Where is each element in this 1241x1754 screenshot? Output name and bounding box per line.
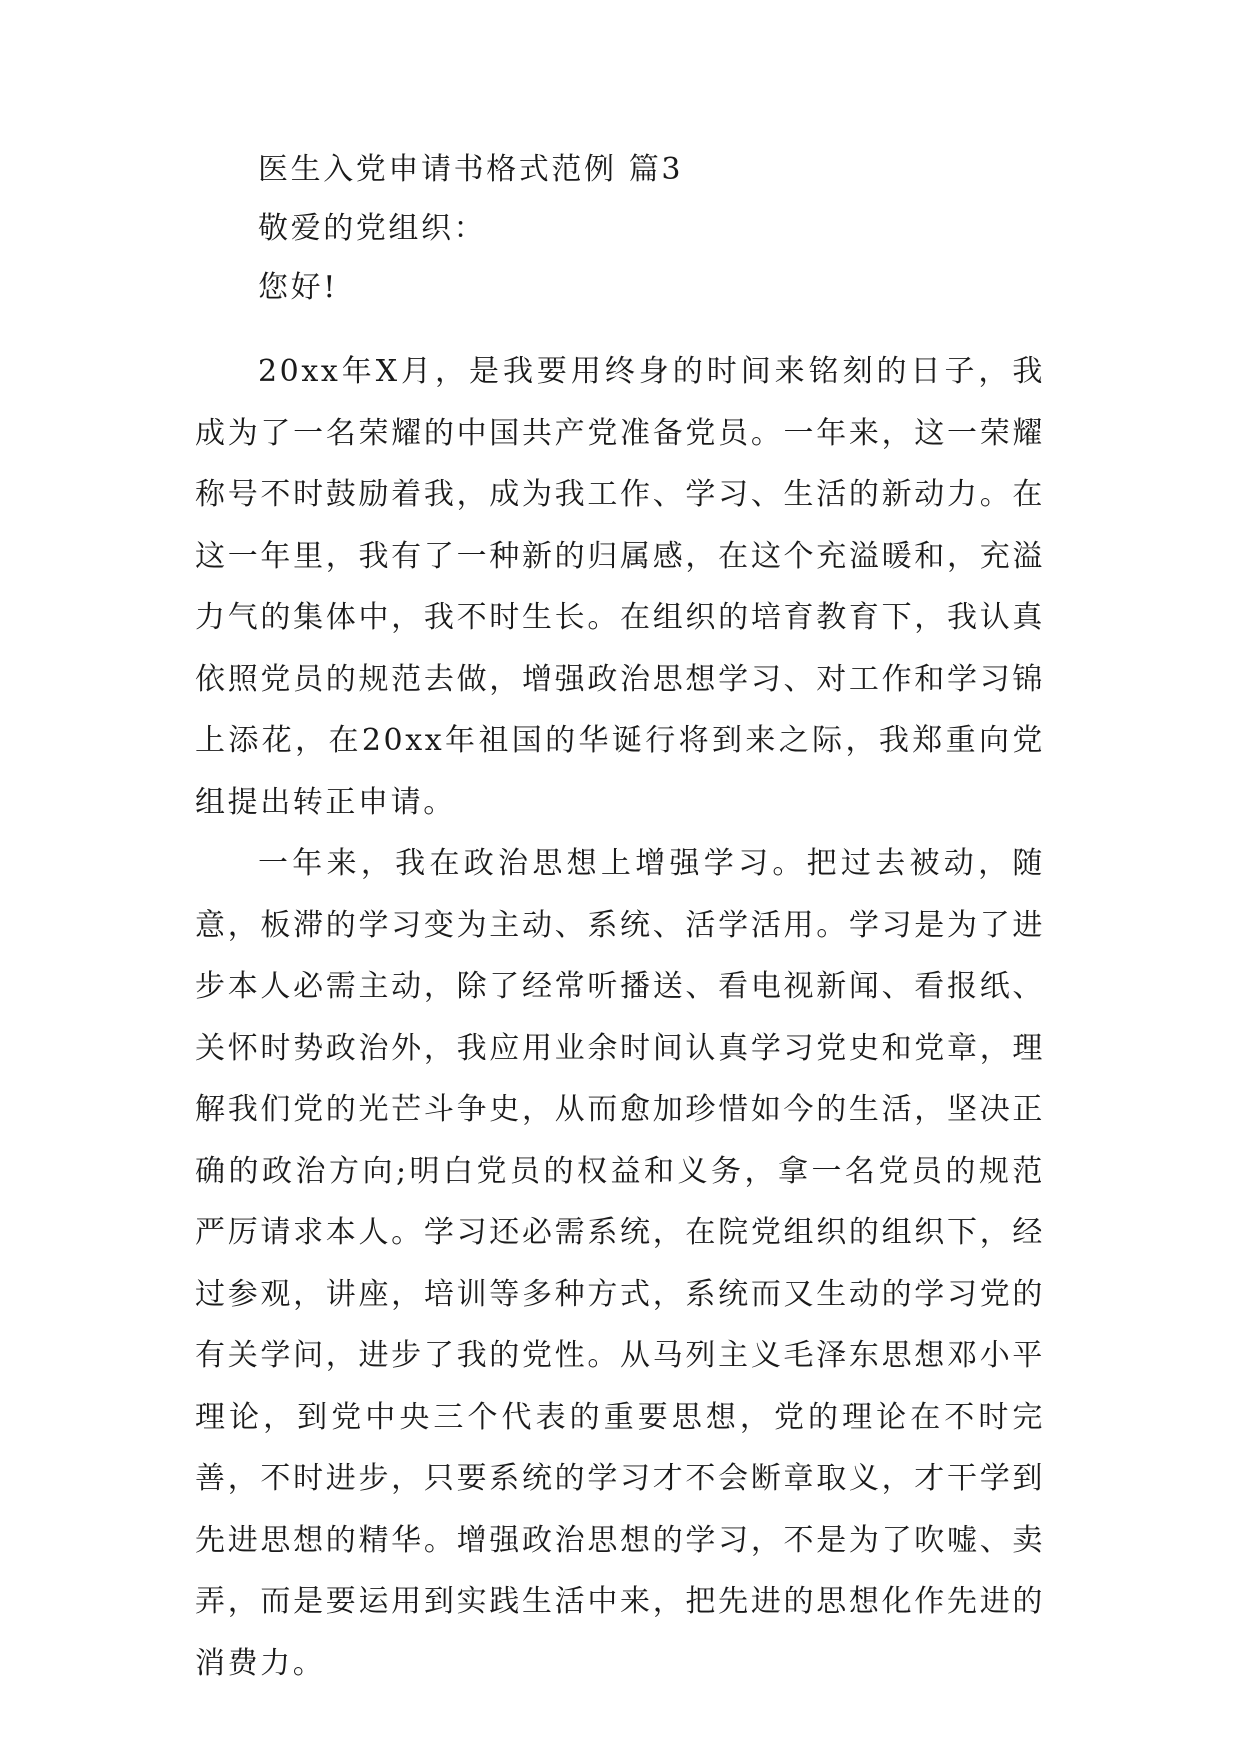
paragraph-2: 一年来，我在政治思想上增强学习。把过去被动，随意，板滞的学习变为主动、系统、活学活用。学习是为了进步本人必需主动，除了经常听播送、看电视新闻、看报纸、关怀时势政治外，我应用业余时间认真学习党史和党章，理解我们党的光芒斗争史，从而愈加珍惜如今的生活，坚决正确的政治方向;明白党员的权益和义务，拿一名党员的规范严厉请求本人。学习还必需系统，在院党组织的组织下，经过参观，讲座，培训等多种方式，系统而又生动的学习党的有关学问，进步了我的党性。从马列主义毛泽东思想邓小平理论，到党中央三个代表的重要思想，党的理论在不时完善，不时进步，只要系统的学习才不会断章取义，才干学到先进思想的精华。增强政治思想的学习，不是为了吹嘘、卖弄，而是要运用到实践生活中来，把先进的思想化作先进的消费力。 <box>195 846 1045 1681</box>
document-title: 医生入党申请书格式范例 篇3 <box>258 152 684 187</box>
salutation: 敬爱的党组织： <box>258 211 487 246</box>
greeting: 您好! <box>258 270 338 305</box>
paragraph-1: 20xx年X月，是我要用终身的时间来铭刻的日子，我成为了一名荣耀的中国共产党准备党员。一年来，这一荣耀称号不时鼓励着我，成为我工作、学习、生活的新动力。在这一年里，我有了一种新的归属感，在这个充溢暖和，充溢力气的集体中，我不时生长。在组织的培育教育下，我认真依照党员的规范去做，增强政治思想学习、对工作和学习锦上添花，在20xx年祖国的华诞行将到来之际，我郑重向党组提出转正申请。 <box>195 354 1045 820</box>
